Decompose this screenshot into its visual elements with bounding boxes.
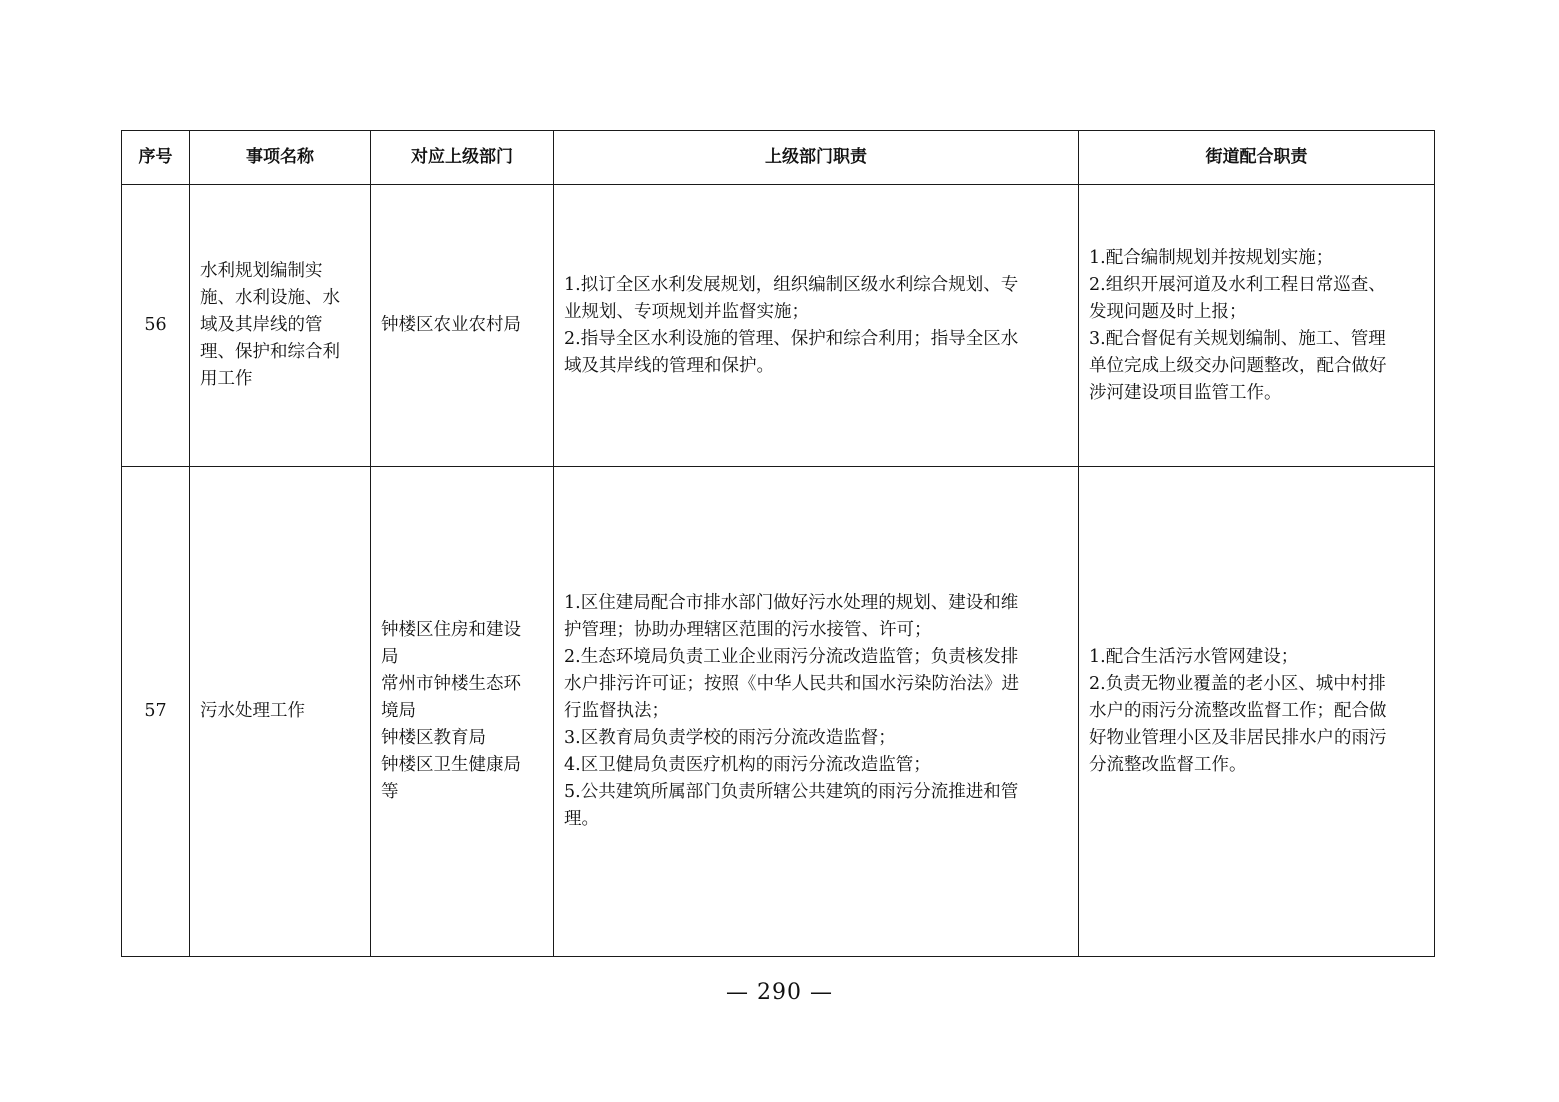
coop-line: 2.组织开展河道及水利工程日常巡查、 xyxy=(1089,274,1386,295)
duty-line: 业规划、专项规划并监督实施； xyxy=(564,301,809,322)
dept-line: 钟楼区住房和建设 xyxy=(381,620,521,640)
item-name-line: 施、水利设施、水 xyxy=(200,288,340,308)
duty-line: 5.公共建筑所属部门负责所辖公共建筑的雨污分流推进和管 xyxy=(564,782,1019,802)
row-number: 57 xyxy=(122,467,190,957)
item-name-line: 理、保护和综合利 xyxy=(200,342,340,362)
duty-line: 3.区教育局负责学校的雨污分流改造监督； xyxy=(564,728,896,748)
table-row xyxy=(122,185,1435,467)
duty-line: 域及其岸线的管理和保护。 xyxy=(564,355,774,376)
dept-line: 局 xyxy=(381,647,399,667)
responsibility-table xyxy=(121,130,1435,957)
item-name-cell xyxy=(190,185,371,467)
duty-line: 2.生态环境局负责工业企业雨污分流改造监管；负责核发排 xyxy=(564,647,1019,667)
superior-dept-cell xyxy=(371,467,554,957)
duty-line: 护管理；协助办理辖区范围的污水接管、许可； xyxy=(564,620,932,640)
item-name-cell xyxy=(190,467,371,957)
dept-line: 等 xyxy=(381,782,399,802)
street-duty-cell xyxy=(1079,185,1435,467)
duty-line: 4.区卫健局负责医疗机构的雨污分流改造监管； xyxy=(564,755,931,775)
header-superior-duty: 上级部门职责 xyxy=(554,131,1079,185)
coop-line: 2.负责无物业覆盖的老小区、城中村排 xyxy=(1089,674,1386,694)
street-duty-cell xyxy=(1079,467,1435,957)
coop-line: 单位完成上级交办问题整改，配合做好 xyxy=(1089,355,1387,376)
dept-line: 常州市钟楼生态环 xyxy=(381,674,521,694)
coop-line: 分流整改监督工作。 xyxy=(1089,755,1247,775)
superior-dept-cell xyxy=(371,185,554,467)
coop-line: 好物业管理小区及非居民排水户的雨污 xyxy=(1089,728,1387,748)
item-name-line: 污水处理工作 xyxy=(200,701,305,721)
header-seq: 序号 xyxy=(122,131,190,185)
coop-line: 涉河建设项目监管工作。 xyxy=(1089,382,1282,403)
page-number: — 290 — xyxy=(726,980,833,1005)
coop-line: 1.配合编制规划并按规划实施； xyxy=(1089,247,1334,268)
duty-line: 1.拟订全区水利发展规划，组织编制区级水利综合规划、专 xyxy=(564,274,1019,295)
item-name-line: 用工作 xyxy=(200,369,253,389)
coop-line: 1.配合生活污水管网建设； xyxy=(1089,647,1299,667)
duty-line: 1.区住建局配合市排水部门做好污水处理的规划、建设和维 xyxy=(564,593,1019,613)
dept-line: 境局 xyxy=(381,701,416,721)
duty-line: 行监督执法； xyxy=(564,701,669,721)
duty-line: 水户排污许可证；按照《中华人民共和国水污染防治法》进 xyxy=(564,674,1019,694)
table-row xyxy=(122,467,1435,957)
item-name-line: 水利规划编制实 xyxy=(200,261,323,281)
header-street-duty: 街道配合职责 xyxy=(1079,131,1435,185)
coop-line: 3.配合督促有关规划编制、施工、管理 xyxy=(1089,328,1386,349)
header-superior-dept: 对应上级部门 xyxy=(371,131,554,185)
item-name-line: 域及其岸线的管 xyxy=(200,315,323,335)
dept-line: 钟楼区卫生健康局 xyxy=(381,755,521,775)
table-header-row xyxy=(122,131,1435,185)
dept-line: 钟楼区农业农村局 xyxy=(381,315,521,335)
superior-duty-cell xyxy=(554,467,1079,957)
dept-line: 钟楼区教育局 xyxy=(381,728,486,748)
superior-duty-cell xyxy=(554,185,1079,467)
coop-line: 发现问题及时上报； xyxy=(1089,301,1247,322)
row-number: 56 xyxy=(122,185,190,467)
coop-line: 水户的雨污分流整改监督工作；配合做 xyxy=(1089,701,1387,721)
duty-line: 理。 xyxy=(564,809,599,829)
header-item-name: 事项名称 xyxy=(190,131,371,185)
duty-line: 2.指导全区水利设施的管理、保护和综合利用；指导全区水 xyxy=(564,328,1019,349)
